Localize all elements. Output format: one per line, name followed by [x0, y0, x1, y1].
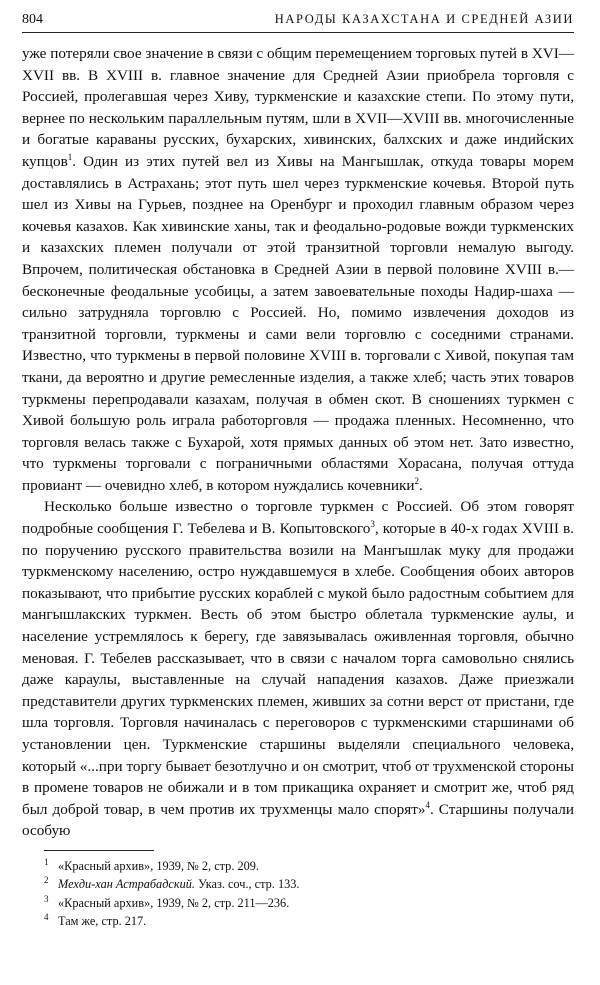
footnote — [44, 912, 574, 931]
paragraph-2 — [22, 496, 574, 842]
footnote — [44, 857, 574, 876]
page-number: 804 — [22, 12, 43, 27]
footnote-author: Мехди-хан Астрабадский. — [58, 877, 196, 892]
footnote-ref: 1 — [67, 151, 73, 162]
footnote-ref: 2 — [414, 475, 419, 486]
footnote — [44, 894, 574, 913]
main-text — [22, 43, 574, 842]
footnote-divider — [44, 850, 154, 851]
paragraph-1 — [22, 43, 574, 496]
book-page — [22, 12, 574, 931]
paragraph-text: , которые в 40-х годах XVIII в. по поручению русского правительства возили на Мангышлак муку для продажи туркменскому населению, остро нуждавшемуся в хлебе. Сообщения обоих авторов показывают, что прибытие русских кораблей с мукой было радостным событием для мангышлакских туркмен. Весть об этом быстро облетала туркменские аулы, и население устремлялось к берегу, где завязывалась оживленная торговля, обычно меновая. Г. Тебелев рассказывает, что в связи с началом торга самовольно снялись даже караулы, выставленные на случай нападения казахов. Даже приезжали представители других туркменских племен, живших за сотни верст от пристани, где шла торговля. Торговля начиналась с переговоров с туркменскими старшинами об установлении цен. Туркменские старшины выделяли специального человека, который «...при торгу бывает безотлучно и он смотрит, чтоб от трухменской стороны в промене товаров не обижали и в том прикащика охраняет и смотрит же, чтоб ряд был доброй товар, в чем против их трухменцы мало спорят» — [22, 520, 574, 818]
footnote — [44, 875, 574, 894]
footnote-text: Там же, стр. 217. — [58, 914, 147, 929]
footnote-ref: 4 — [425, 799, 430, 810]
footnote-mark: 4 — [44, 912, 49, 923]
footnote-text: «Красный архив», 1939, № 2, стр. 209. — [58, 858, 259, 873]
running-title: НАРОДЫ КАЗАХСТАНА И СРЕДНЕЙ АЗИИ — [274, 12, 574, 26]
paragraph-text: . Один из этих путей вел из Хивы на Мангышлак, откуда товары морем доставлялись в Астрахань; этот путь шел через туркменские кочевья. Второй путь шел из Хивы на Гурьев, позднее на Оренбург и проходил главным образом через кочевья казахов. Как хивинские ханы, так и феодально-родовые вожди туркменских и казахских племен получали от этой транзитной торговли немалую выгоду. Впрочем, политическая обстановка в Средней Азии в первой половине XVIII в.— бесконечные феодальные усобицы, а затем завоевательные походы Надир-шаха — сильно затрудняла торговлю с Россией. Но, помимо извлечения доходов из транзитной торговли, туркмены и сами вели торговлю с соседними странами. Известно, что туркмены в первой половине XVIII в. торговали с Хивой, покупая там ткани, да вероятно и другие ремесленные изделия, а также хлеб; часть этих товаров туркмены перепродавали казахам, получая в обмен скот. В сношениях туркмен с Хивой большую роль играла работорговля — продажа пленных. Несомненно, что торговля велась также с Бухарой, хотя прямых данных об этом нет. Зато известно, что туркмены торговали с пограничными областями Хорасана, получая оттуда провиант — очевидно хлеб, в котором нуждались кочевники — [22, 152, 574, 494]
paragraph-text: . Старшины получали особую — [22, 800, 575, 840]
footnote-text: Указ. соч., стр. 133. — [195, 877, 300, 892]
paragraph-text: . — [418, 476, 423, 494]
footnote-mark: 2 — [44, 875, 49, 886]
paragraph-text: уже потеряли свое значение в связи с общим перемещением торговых путей в XVI—XVII вв. В XVIII в. главное значение для Средней Азии приобрела торговля с Россией, пролегавшая через Хиву, туркменские и казахские степи. По этому пути, вернее по нескольким параллельным путям, шли в XVII—XVIII вв. многочисленные и богатые караваны русских, бухарских, хивинских, балхских и даже индийских купцов — [22, 45, 574, 170]
footnote-mark: 3 — [44, 893, 49, 904]
footnote-ref: 3 — [370, 519, 375, 529]
footnote-text: «Красный архив», 1939, № 2, стр. 211—236. — [58, 895, 290, 910]
footnotes — [22, 857, 574, 931]
running-header — [22, 12, 574, 33]
paragraph-text: Несколько больше известно о торговле туркмен с Россией. Об этом говорят подробные сообщения Г. Тебелева и В. Копытовского — [22, 498, 574, 538]
footnote-mark: 1 — [44, 856, 49, 867]
